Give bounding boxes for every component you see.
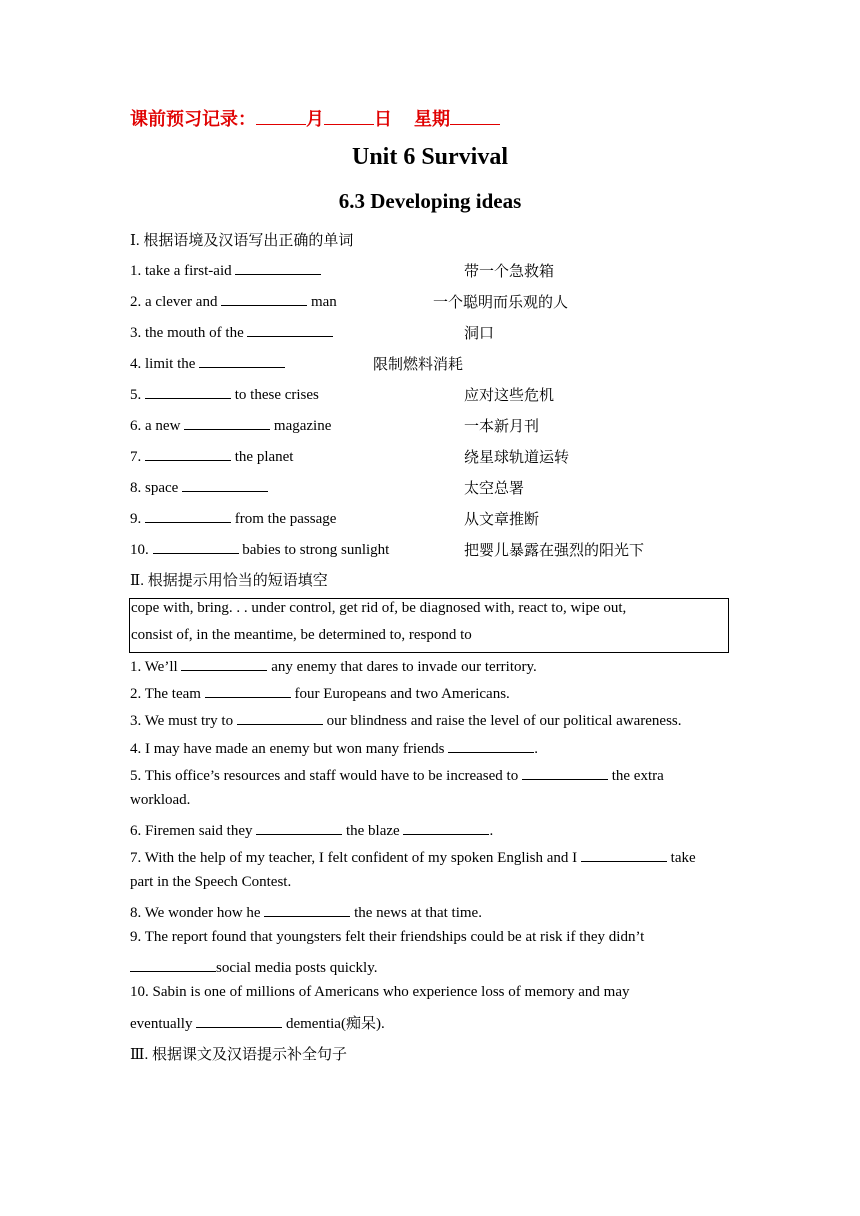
list-item	[130, 539, 389, 559]
item-text: man	[307, 294, 337, 310]
question-item: 10. Sabin is one of millions of Americans who experience loss of memory and may	[130, 984, 630, 1000]
day-label: 日	[374, 109, 392, 129]
question-text: our blindness and raise the level of our political awareness.	[322, 713, 682, 729]
item-chinese-hint: 把婴儿暴露在强烈的阳光下	[464, 543, 645, 559]
item-chinese-hint: 太空总署	[464, 481, 525, 497]
answer-blank[interactable]	[182, 477, 268, 492]
question-text: 7. With the help of my teacher, I felt confident of my spoken English and I	[130, 850, 581, 866]
section3-heading: Ⅲ. 根据课文及汉语提示补全句子	[130, 1047, 347, 1063]
question-text: four Europeans and two Americans.	[290, 686, 510, 702]
item-text: 6. a new	[130, 418, 185, 434]
question-item: 9. The report found that youngsters felt their friendships could be at risk if they didn’t	[130, 929, 645, 945]
item-text: the planet	[231, 449, 294, 465]
item-text: magazine	[270, 418, 332, 434]
list-item	[130, 384, 319, 404]
item-text: 5.	[130, 387, 145, 403]
question-item	[130, 902, 482, 922]
answer-blank[interactable]	[130, 957, 216, 972]
question-text: eventually	[130, 1016, 197, 1032]
question-text: 6. Firemen said they	[130, 823, 257, 839]
phrase-bank-line: consist of, in the meantime, be determined to, respond to	[131, 627, 472, 643]
question-text: social media posts quickly.	[216, 960, 378, 976]
item-text: babies to strong sunlight	[238, 542, 390, 558]
item-text: 1. take a first-aid	[130, 263, 236, 279]
month-blank[interactable]	[256, 108, 306, 125]
question-text: the blaze	[342, 823, 404, 839]
answer-blank[interactable]	[196, 1013, 282, 1028]
item-text: 2. a clever and	[130, 294, 222, 310]
answer-blank[interactable]	[181, 656, 267, 671]
answer-blank[interactable]	[264, 902, 350, 917]
question-text: 2. The team	[130, 686, 205, 702]
list-item	[130, 477, 268, 497]
question-item	[130, 710, 682, 730]
item-text: from the passage	[231, 511, 337, 527]
list-item	[130, 322, 333, 342]
question-text: 4. I may have made an enemy but won many friends	[130, 741, 449, 757]
phrase-bank-line: cope with, bring. . . under control, get rid of, be diagnosed with, react to, wipe out,	[131, 600, 627, 616]
question-text: any enemy that dares to invade our territory.	[267, 659, 537, 675]
item-text: 10.	[130, 542, 153, 558]
list-item	[130, 260, 321, 280]
item-chinese-hint: 限制燃料消耗	[373, 357, 464, 373]
question-text: .	[489, 823, 494, 839]
item-chinese-hint: 一个聪明而乐观的人	[433, 295, 569, 311]
record-label: 课前预习记录：	[130, 109, 256, 129]
question-continuation: workload.	[130, 792, 191, 808]
answer-blank[interactable]	[145, 384, 231, 399]
answer-blank[interactable]	[403, 820, 489, 835]
page-subtitle: 6.3 Developing ideas	[338, 189, 522, 213]
list-item	[130, 353, 285, 373]
item-text: 3. the mouth of the	[130, 325, 248, 341]
question-text: 8. We wonder how he	[130, 905, 265, 921]
weekday-blank[interactable]	[450, 108, 500, 125]
question-text: .	[534, 741, 538, 757]
question-continuation	[130, 957, 378, 977]
item-chinese-hint: 带一个急救箱	[464, 264, 555, 280]
list-item	[130, 508, 336, 528]
answer-blank[interactable]	[448, 738, 534, 753]
answer-blank[interactable]	[205, 683, 291, 698]
question-continuation: part in the Speech Contest.	[130, 874, 292, 890]
item-text: 4. limit the	[130, 356, 200, 372]
answer-blank[interactable]	[145, 446, 231, 461]
list-item	[130, 446, 293, 466]
question-text: take	[666, 850, 696, 866]
item-text: 9.	[130, 511, 145, 527]
list-item	[130, 415, 331, 435]
question-item	[130, 656, 537, 676]
answer-blank[interactable]	[522, 765, 608, 780]
answer-blank[interactable]	[235, 260, 321, 275]
answer-blank[interactable]	[153, 539, 239, 554]
question-text: the news at that time.	[350, 905, 482, 921]
item-chinese-hint: 绕星球轨道运转	[464, 450, 570, 466]
question-text: 5. This office’s resources and staff would have to be increased to	[130, 768, 522, 784]
question-continuation	[130, 1012, 385, 1033]
item-chinese-hint: 从文章推断	[464, 512, 540, 528]
question-text: 1. We’ll	[130, 659, 182, 675]
phrase-bank	[129, 598, 729, 653]
day-blank[interactable]	[324, 108, 374, 125]
item-text: 8. space	[130, 480, 183, 496]
section1-heading: Ⅰ. 根据语境及汉语写出正确的单词	[130, 233, 354, 249]
item-chinese-hint: 应对这些危机	[464, 388, 555, 404]
item-chinese-hint: 一本新月刊	[464, 419, 540, 435]
question-text: dementia(痴呆).	[282, 1016, 385, 1032]
answer-blank[interactable]	[221, 291, 307, 306]
question-item	[130, 847, 696, 867]
answer-blank[interactable]	[145, 508, 231, 523]
answer-blank[interactable]	[184, 415, 270, 430]
answer-blank[interactable]	[247, 322, 333, 337]
weekday-label: 星期	[414, 109, 450, 129]
section2-heading: Ⅱ. 根据提示用恰当的短语填空	[130, 573, 328, 589]
item-text: to these crises	[231, 387, 319, 403]
item-chinese-hint: 洞口	[464, 326, 495, 342]
preview-record-line	[130, 105, 500, 131]
question-item	[130, 738, 538, 758]
list-item	[130, 291, 337, 311]
question-item	[130, 820, 493, 840]
question-text: 3. We must try to	[130, 713, 237, 729]
question-text: the extra	[607, 768, 664, 784]
item-text: 7.	[130, 449, 145, 465]
month-label: 月	[306, 109, 324, 129]
answer-blank[interactable]	[256, 820, 342, 835]
question-item	[130, 683, 510, 703]
page-title: Unit 6 Survival	[351, 144, 509, 170]
answer-blank[interactable]	[199, 353, 285, 368]
question-item	[130, 765, 664, 785]
answer-blank[interactable]	[581, 847, 667, 862]
answer-blank[interactable]	[237, 710, 323, 725]
